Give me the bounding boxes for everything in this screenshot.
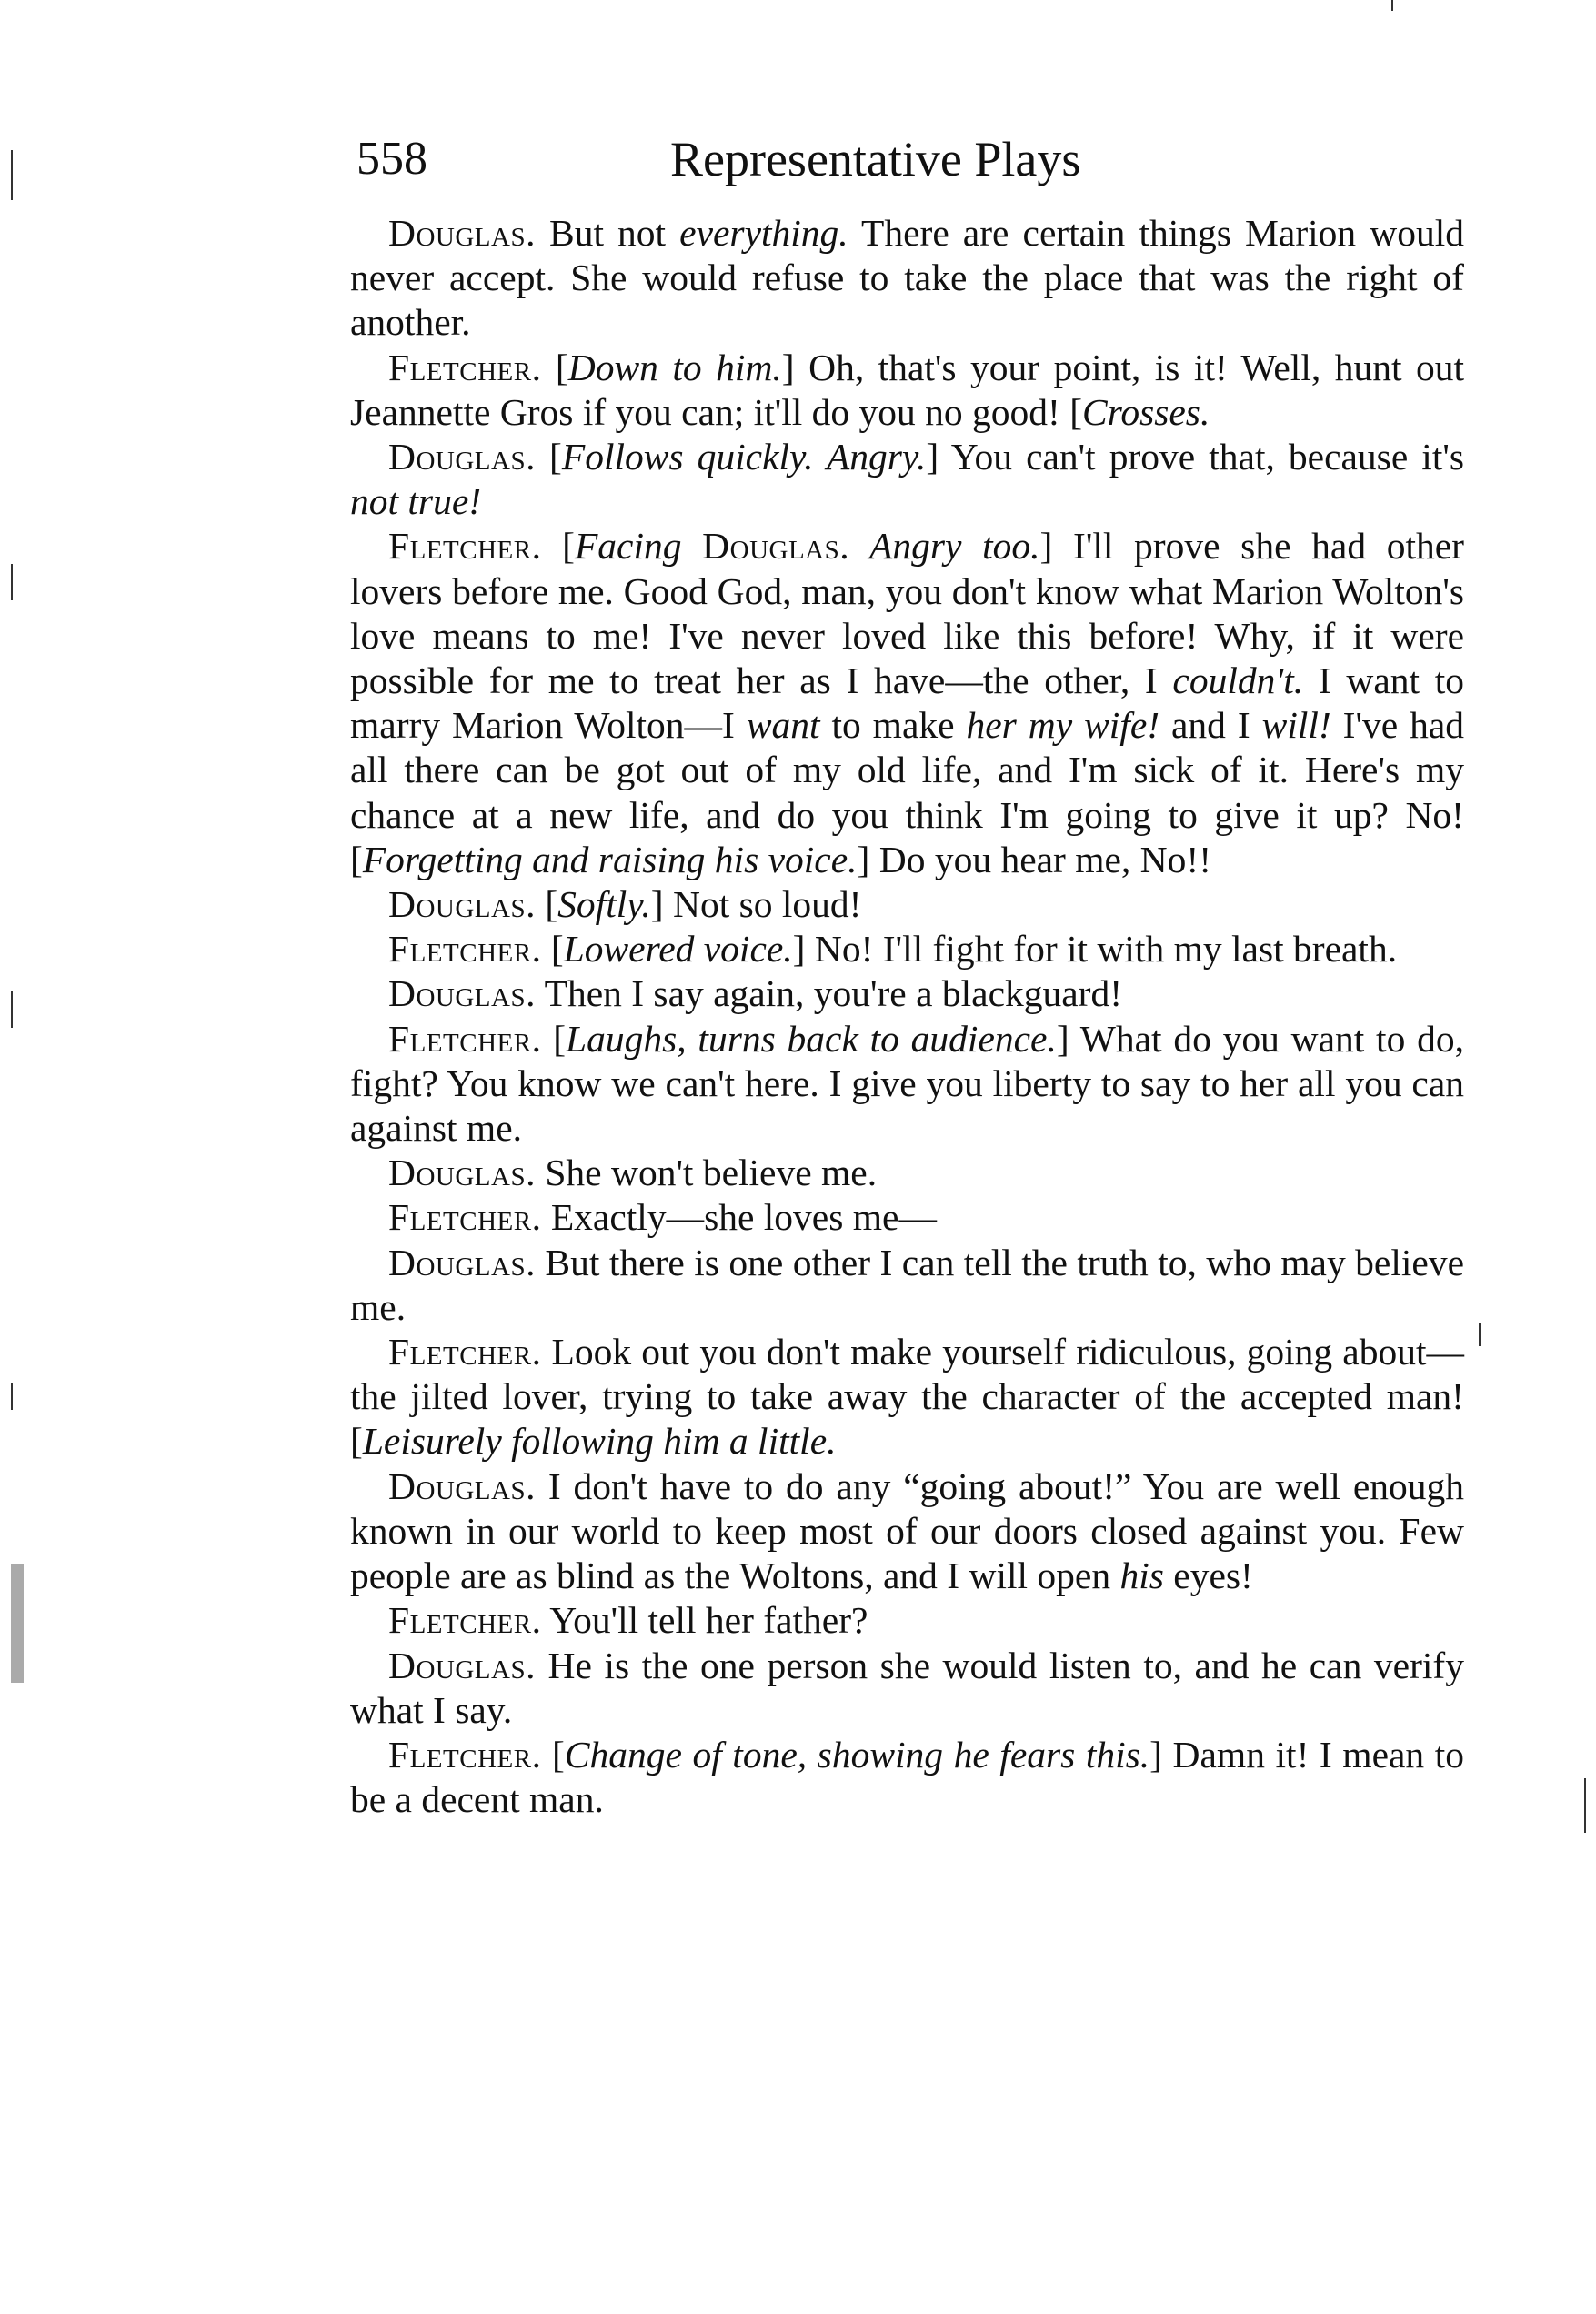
stage-direction: Crosses. — [1082, 390, 1210, 433]
running-title: Representative Plays — [670, 132, 1081, 186]
scan-mark — [11, 1564, 24, 1683]
stage-direction: Softly. — [557, 883, 651, 926]
speaker-name: Douglas. — [388, 1464, 536, 1507]
speaker-name: Douglas. — [388, 972, 536, 1015]
dialogue-paragraph: Fletcher. [Lowered voice.] No! I'll fight for it with my last breath. — [388, 928, 1398, 971]
speaker-name: Fletcher. — [388, 928, 542, 971]
dialogue-paragraph: Douglas. He is the one person she would listen to, and he can verify what I say. — [350, 1644, 1464, 1731]
dialogue-paragraph: Fletcher. [Facing Douglas. Angry too.] I'll prove she had other lovers before me. Good God, man, you don't know what Marion Wolton's love means to me! I've never loved like this before! Why, if it were possible for me to treat her as I have—the other, I couldn't. I want to marry Marion Wolton—I want to make her my wife! and I will! I've had all there can be got out of my old life, and I'm sick of it. Here's my chance at a new life, and do you think I'm going to give it up? No! [Forgetting and raising his voice.] Do you hear me, No!! — [350, 525, 1465, 880]
scan-mark — [1391, 0, 1393, 11]
dialogue-paragraph: Douglas. [Follows quickly. Angry.] You can't prove that, because it's not true! — [350, 436, 1464, 523]
stage-direction: Laughs, turns back to audience. — [566, 1017, 1057, 1060]
speaker-name: Fletcher. — [388, 1733, 542, 1776]
stage-direction: Follows quickly. Angry. — [561, 436, 927, 478]
dialogue-paragraph: Fletcher. [Change of tone, showing he fears this.] Damn it! I mean to be a decent man. — [350, 1733, 1464, 1821]
stage-direction: Lowered voice. — [563, 928, 793, 971]
dialogue-paragraph: Fletcher. Exactly—she loves me— — [388, 1196, 937, 1239]
dialogue-paragraph: Douglas. [Softly.] Not so loud! — [388, 883, 862, 926]
emphasis: want — [746, 704, 820, 747]
speaker-name: Fletcher. — [388, 1017, 542, 1060]
dialogue-paragraph: Fletcher. [Down to him.] Oh, that's your point, is it! Well, hunt out Jeannette Gros if you can; it'll do you no good! [Crosses. — [350, 346, 1465, 433]
speaker-name: Douglas. — [388, 1241, 536, 1283]
emphasis: will! — [1261, 704, 1331, 747]
play-text — [350, 211, 1464, 1822]
speaker-name: Douglas. — [388, 883, 536, 926]
emphasis: his — [1119, 1554, 1164, 1597]
scan-mark — [1584, 1778, 1586, 1833]
dialogue-paragraph: Douglas. She won't believe me. — [388, 1152, 878, 1194]
scan-mark — [11, 150, 13, 200]
speaker-name: Fletcher. — [388, 525, 542, 568]
stage-direction: Down to him. — [567, 346, 782, 388]
speaker-name: Douglas. — [388, 1644, 536, 1686]
page-header — [356, 127, 1266, 191]
dialogue-paragraph: Douglas. I don't have to do any “going about!” You are well enough known in our world to keep most of our doors closed against you. Few people are as blind as the Woltons, and I will open his eyes! — [350, 1464, 1464, 1597]
emphasis: not true! — [350, 480, 482, 523]
dialogue-paragraph: Douglas. But there is one other I can tell the truth to, who may believe me. — [350, 1241, 1464, 1328]
scan-mark — [11, 991, 13, 1028]
speaker-name: Douglas. — [388, 436, 536, 478]
stage-direction: Forgetting and raising his voice. — [362, 838, 858, 880]
stage-direction: Change of tone, showing he fears this. — [564, 1733, 1150, 1776]
scan-mark — [1479, 1323, 1481, 1346]
dialogue-paragraph: Douglas. But not everything. There are certain things Marion would never accept. She would refuse to take the place that was the right of another. — [350, 212, 1464, 344]
dialogue-paragraph: Fletcher. Look out you don't make yourself ridiculous, going about—the jilted lover, trying to take away the character of the accepted man! [Leisurely following him a little. — [350, 1331, 1464, 1463]
emphasis: everything. — [679, 212, 848, 254]
emphasis: couldn't. — [1172, 659, 1304, 702]
speaker-name: Fletcher. — [388, 1599, 542, 1642]
scan-mark — [11, 1383, 13, 1410]
speaker-name: Douglas. — [388, 212, 536, 254]
dialogue-paragraph: Fletcher. [Laughs, turns back to audience.] What do you want to do, fight? You know we can't here. I give you liberty to say to her all you can against me. — [350, 1017, 1464, 1150]
speaker-name: Fletcher. — [388, 1331, 542, 1373]
dialogue-paragraph: Douglas. Then I say again, you're a blackguard! — [388, 972, 1123, 1015]
stage-direction: Facing — [574, 525, 703, 568]
dialogue-paragraph: Fletcher. You'll tell her father? — [388, 1599, 868, 1642]
speaker-name: Fletcher. — [388, 346, 542, 388]
speaker-name: Fletcher. — [388, 1196, 542, 1239]
page-number: 558 — [356, 133, 427, 185]
speaker-name-inline: Douglas. — [702, 525, 850, 568]
scan-mark — [11, 564, 13, 600]
emphasis: her my wife! — [966, 704, 1160, 747]
speaker-name: Douglas. — [388, 1152, 536, 1194]
stage-direction: Angry too. — [849, 525, 1040, 568]
stage-direction: Leisurely following him a little. — [362, 1420, 837, 1463]
